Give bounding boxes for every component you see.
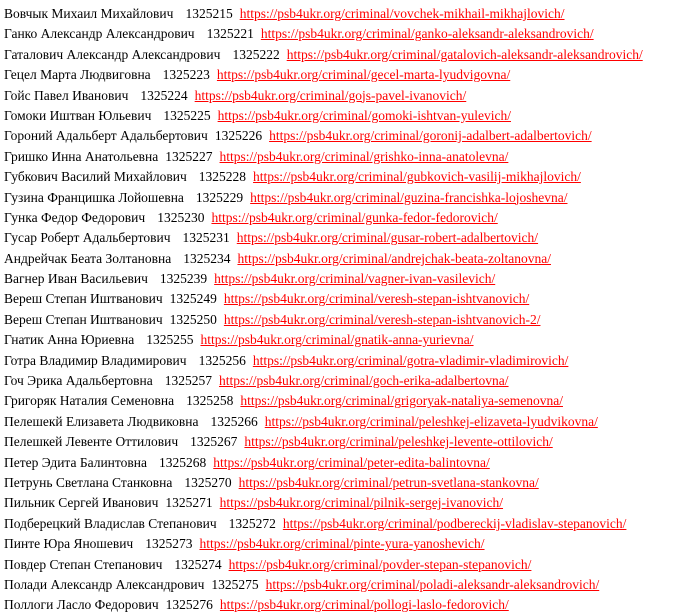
record-code: 1325231 bbox=[182, 230, 230, 246]
record-name: Гусар Роберт Адальбертович bbox=[4, 230, 171, 246]
record-url-link[interactable]: https://psb4ukr.org/criminal/poladi-aleksandr-aleksandrovich/ bbox=[265, 576, 600, 592]
record-row bbox=[4, 24, 684, 44]
record-name: Вереш Степан Иштванович bbox=[4, 291, 163, 307]
record-name: Гецел Марта Людвиговна bbox=[4, 67, 151, 83]
record-code: 1325266 bbox=[210, 413, 258, 429]
record-url-link[interactable]: https://psb4ukr.org/criminal/pollogi-laslo-fedorovich/ bbox=[219, 597, 509, 613]
record-row bbox=[4, 65, 684, 85]
record-code: 1325239 bbox=[159, 271, 208, 287]
record-code: 1325255 bbox=[146, 332, 194, 348]
record-name: Гузина Францишка Лойошевна bbox=[4, 189, 184, 205]
record-code: 1325221 bbox=[206, 26, 254, 42]
record-code: 1325271 bbox=[165, 495, 213, 511]
record-url-link[interactable]: https://psb4ukr.org/criminal/peleshkej-levente-ottilovich/ bbox=[244, 434, 553, 450]
record-url-link[interactable]: https://psb4ukr.org/criminal/gnatik-anna-yurievna/ bbox=[200, 332, 474, 348]
record-row bbox=[4, 432, 684, 452]
record-code: 1325250 bbox=[169, 311, 217, 327]
record-row bbox=[4, 391, 684, 411]
record-url-link[interactable]: https://psb4ukr.org/criminal/grigoryak-nataliya-semenovna/ bbox=[240, 393, 563, 409]
record-url-link[interactable]: https://psb4ukr.org/criminal/vovchek-mikhail-mikhajlovich/ bbox=[239, 6, 565, 21]
record-url-link[interactable]: https://psb4ukr.org/criminal/gecel-marta-lyudvigovna/ bbox=[216, 67, 511, 83]
record-name: Вереш Степан Иштванович bbox=[4, 311, 163, 327]
record-code: 1325224 bbox=[140, 87, 188, 103]
record-url-link[interactable]: https://psb4ukr.org/criminal/petrun-svetlana-stankovna/ bbox=[238, 474, 539, 490]
record-code: 1325276 bbox=[165, 597, 213, 613]
record-name: Гаталович Александр Александрович bbox=[4, 46, 221, 62]
record-name: Полади Александр Александрович bbox=[4, 576, 205, 592]
record-code: 1325249 bbox=[169, 291, 217, 307]
record-url-link[interactable]: https://psb4ukr.org/criminal/gubkovich-vasilij-mikhajlovich/ bbox=[253, 169, 581, 185]
record-url-link[interactable]: https://psb4ukr.org/criminal/andrejchak-beata-zoltanovna/ bbox=[237, 250, 551, 266]
record-code: 1325274 bbox=[174, 556, 222, 572]
record-name: Пелешкей Левенте Оттилович bbox=[4, 434, 179, 450]
record-row bbox=[4, 45, 684, 65]
record-row bbox=[4, 595, 684, 615]
record-name: Петер Эдита Балинтовна bbox=[4, 454, 147, 470]
record-url-link[interactable]: https://psb4ukr.org/criminal/gunka-fedor-fedorovich/ bbox=[211, 209, 498, 225]
record-code: 1325268 bbox=[158, 454, 207, 470]
record-url-link[interactable]: https://psb4ukr.org/criminal/grishko-inna-anatolevna/ bbox=[219, 148, 509, 164]
record-name: Пелешекй Елизавета Людвиковна bbox=[4, 413, 199, 429]
record-code: 1325228 bbox=[198, 169, 247, 185]
record-row bbox=[4, 473, 684, 493]
record-name: Повдер Степан Степанович bbox=[4, 556, 163, 572]
record-row bbox=[4, 188, 684, 208]
record-name: Пильник Сергей Иванович bbox=[4, 495, 159, 511]
record-name: Гнатик Анна Юриевна bbox=[4, 332, 135, 348]
record-row bbox=[4, 289, 684, 309]
record-row bbox=[4, 330, 684, 350]
record-row bbox=[4, 514, 684, 534]
record-code: 1325256 bbox=[198, 352, 246, 368]
record-row bbox=[4, 4, 684, 24]
record-row bbox=[4, 208, 684, 228]
record-name: Вагнер Иван Васильевич bbox=[4, 271, 148, 287]
record-row bbox=[4, 249, 684, 269]
record-url-link[interactable]: https://psb4ukr.org/criminal/peter-edita-balintovna/ bbox=[213, 454, 490, 470]
record-name: Гришко Инна Анатольевна bbox=[4, 148, 159, 164]
record-code: 1325257 bbox=[164, 373, 212, 389]
record-row bbox=[4, 86, 684, 106]
record-url-link[interactable]: https://psb4ukr.org/criminal/pinte-yura-yanoshevich/ bbox=[199, 536, 485, 552]
record-name: Григоряк Наталия Семеновна bbox=[4, 393, 175, 409]
record-name: Гомоки Иштван Юльевич bbox=[4, 107, 152, 123]
record-row bbox=[4, 575, 684, 595]
record-name: Петрунь Светлана Станковна bbox=[4, 474, 173, 490]
record-name: Готра Владимир Владимирович bbox=[4, 352, 187, 368]
record-code: 1325273 bbox=[145, 536, 193, 552]
record-name: Ганко Александр Александрович bbox=[4, 26, 195, 42]
record-row bbox=[4, 493, 684, 513]
record-name: Губкович Василий Михайлович bbox=[4, 169, 187, 185]
record-row bbox=[4, 106, 684, 126]
record-code: 1325267 bbox=[190, 434, 238, 450]
record-url-link[interactable]: https://psb4ukr.org/criminal/veresh-stepan-ishtvanovich-2/ bbox=[223, 311, 541, 327]
record-name: Гунка Федор Федорович bbox=[4, 209, 146, 225]
record-url-link[interactable]: https://psb4ukr.org/criminal/gotra-vladimir-vladimirovich/ bbox=[252, 352, 569, 368]
record-url-link[interactable]: https://psb4ukr.org/criminal/gusar-robert-adalbertovich/ bbox=[236, 230, 539, 246]
record-name: Подберецкий Владислав Степанович bbox=[4, 515, 217, 531]
record-url-link[interactable]: https://psb4ukr.org/criminal/gomoki-ishtvan-yulevich/ bbox=[217, 107, 511, 123]
record-row bbox=[4, 453, 684, 473]
record-row bbox=[4, 534, 684, 554]
record-code: 1325275 bbox=[211, 576, 259, 592]
record-name: Гойс Павел Иванович bbox=[4, 87, 129, 103]
record-row bbox=[4, 310, 684, 330]
record-url-link[interactable]: https://psb4ukr.org/criminal/povder-stepan-stepanovich/ bbox=[228, 556, 532, 572]
record-url-link[interactable]: https://psb4ukr.org/criminal/veresh-stepan-ishtvanovich/ bbox=[223, 291, 530, 307]
record-code: 1325227 bbox=[165, 148, 213, 164]
record-url-link[interactable]: https://psb4ukr.org/criminal/gojs-pavel-ivanovich/ bbox=[194, 87, 467, 103]
record-row bbox=[4, 412, 684, 432]
record-url-link[interactable]: https://psb4ukr.org/criminal/goronij-adalbert-adalbertovich/ bbox=[269, 128, 592, 144]
record-code: 1325225 bbox=[163, 107, 211, 123]
record-code: 1325230 bbox=[157, 209, 205, 225]
record-name: Андрейчак Беата Золтановна bbox=[4, 250, 172, 266]
record-row bbox=[4, 269, 684, 289]
record-name: Вовчык Михаил Михайлович bbox=[4, 6, 174, 21]
record-code: 1325272 bbox=[228, 515, 276, 531]
record-url-link[interactable]: https://psb4ukr.org/criminal/pilnik-sergej-ivanovich/ bbox=[219, 495, 504, 511]
record-name: Пинте Юра Яношевич bbox=[4, 536, 134, 552]
record-url-link[interactable]: https://psb4ukr.org/criminal/guzina-francishka-lojoshevna/ bbox=[250, 189, 568, 205]
record-name: Поллоги Ласло Федорович bbox=[4, 597, 159, 613]
record-code: 1325222 bbox=[232, 46, 280, 62]
record-code: 1325270 bbox=[184, 474, 232, 490]
record-row bbox=[4, 228, 684, 248]
record-code: 1325229 bbox=[195, 189, 244, 205]
record-url-link[interactable]: https://psb4ukr.org/criminal/podbereckij-vladislav-stepanovich/ bbox=[282, 515, 627, 531]
record-code: 1325215 bbox=[185, 6, 233, 21]
record-row bbox=[4, 167, 684, 187]
record-name: Гоч Эрика Адальбертовна bbox=[4, 373, 153, 389]
record-url-link[interactable]: https://psb4ukr.org/criminal/goch-erika-adalbertovna/ bbox=[218, 373, 509, 389]
record-url-link[interactable]: https://psb4ukr.org/criminal/vagner-ivan-vasilevich/ bbox=[214, 271, 496, 287]
record-row bbox=[4, 351, 684, 371]
record-url-link[interactable]: https://psb4ukr.org/criminal/gatalovich-aleksandr-aleksandrovich/ bbox=[286, 46, 643, 62]
record-code: 1325223 bbox=[162, 67, 210, 83]
record-row bbox=[4, 126, 684, 146]
record-code: 1325226 bbox=[214, 128, 263, 144]
record-url-link[interactable]: https://psb4ukr.org/criminal/ganko-aleksandr-aleksandrovich/ bbox=[260, 26, 594, 42]
record-row bbox=[4, 555, 684, 575]
record-code: 1325258 bbox=[186, 393, 234, 409]
record-row bbox=[4, 147, 684, 167]
record-url-link[interactable]: https://psb4ukr.org/criminal/peleshkej-elizaveta-lyudvikovna/ bbox=[264, 413, 598, 429]
record-name: Гороний Адальберт Адальбертович bbox=[4, 128, 208, 144]
record-code: 1325234 bbox=[183, 250, 231, 266]
record-row bbox=[4, 371, 684, 391]
